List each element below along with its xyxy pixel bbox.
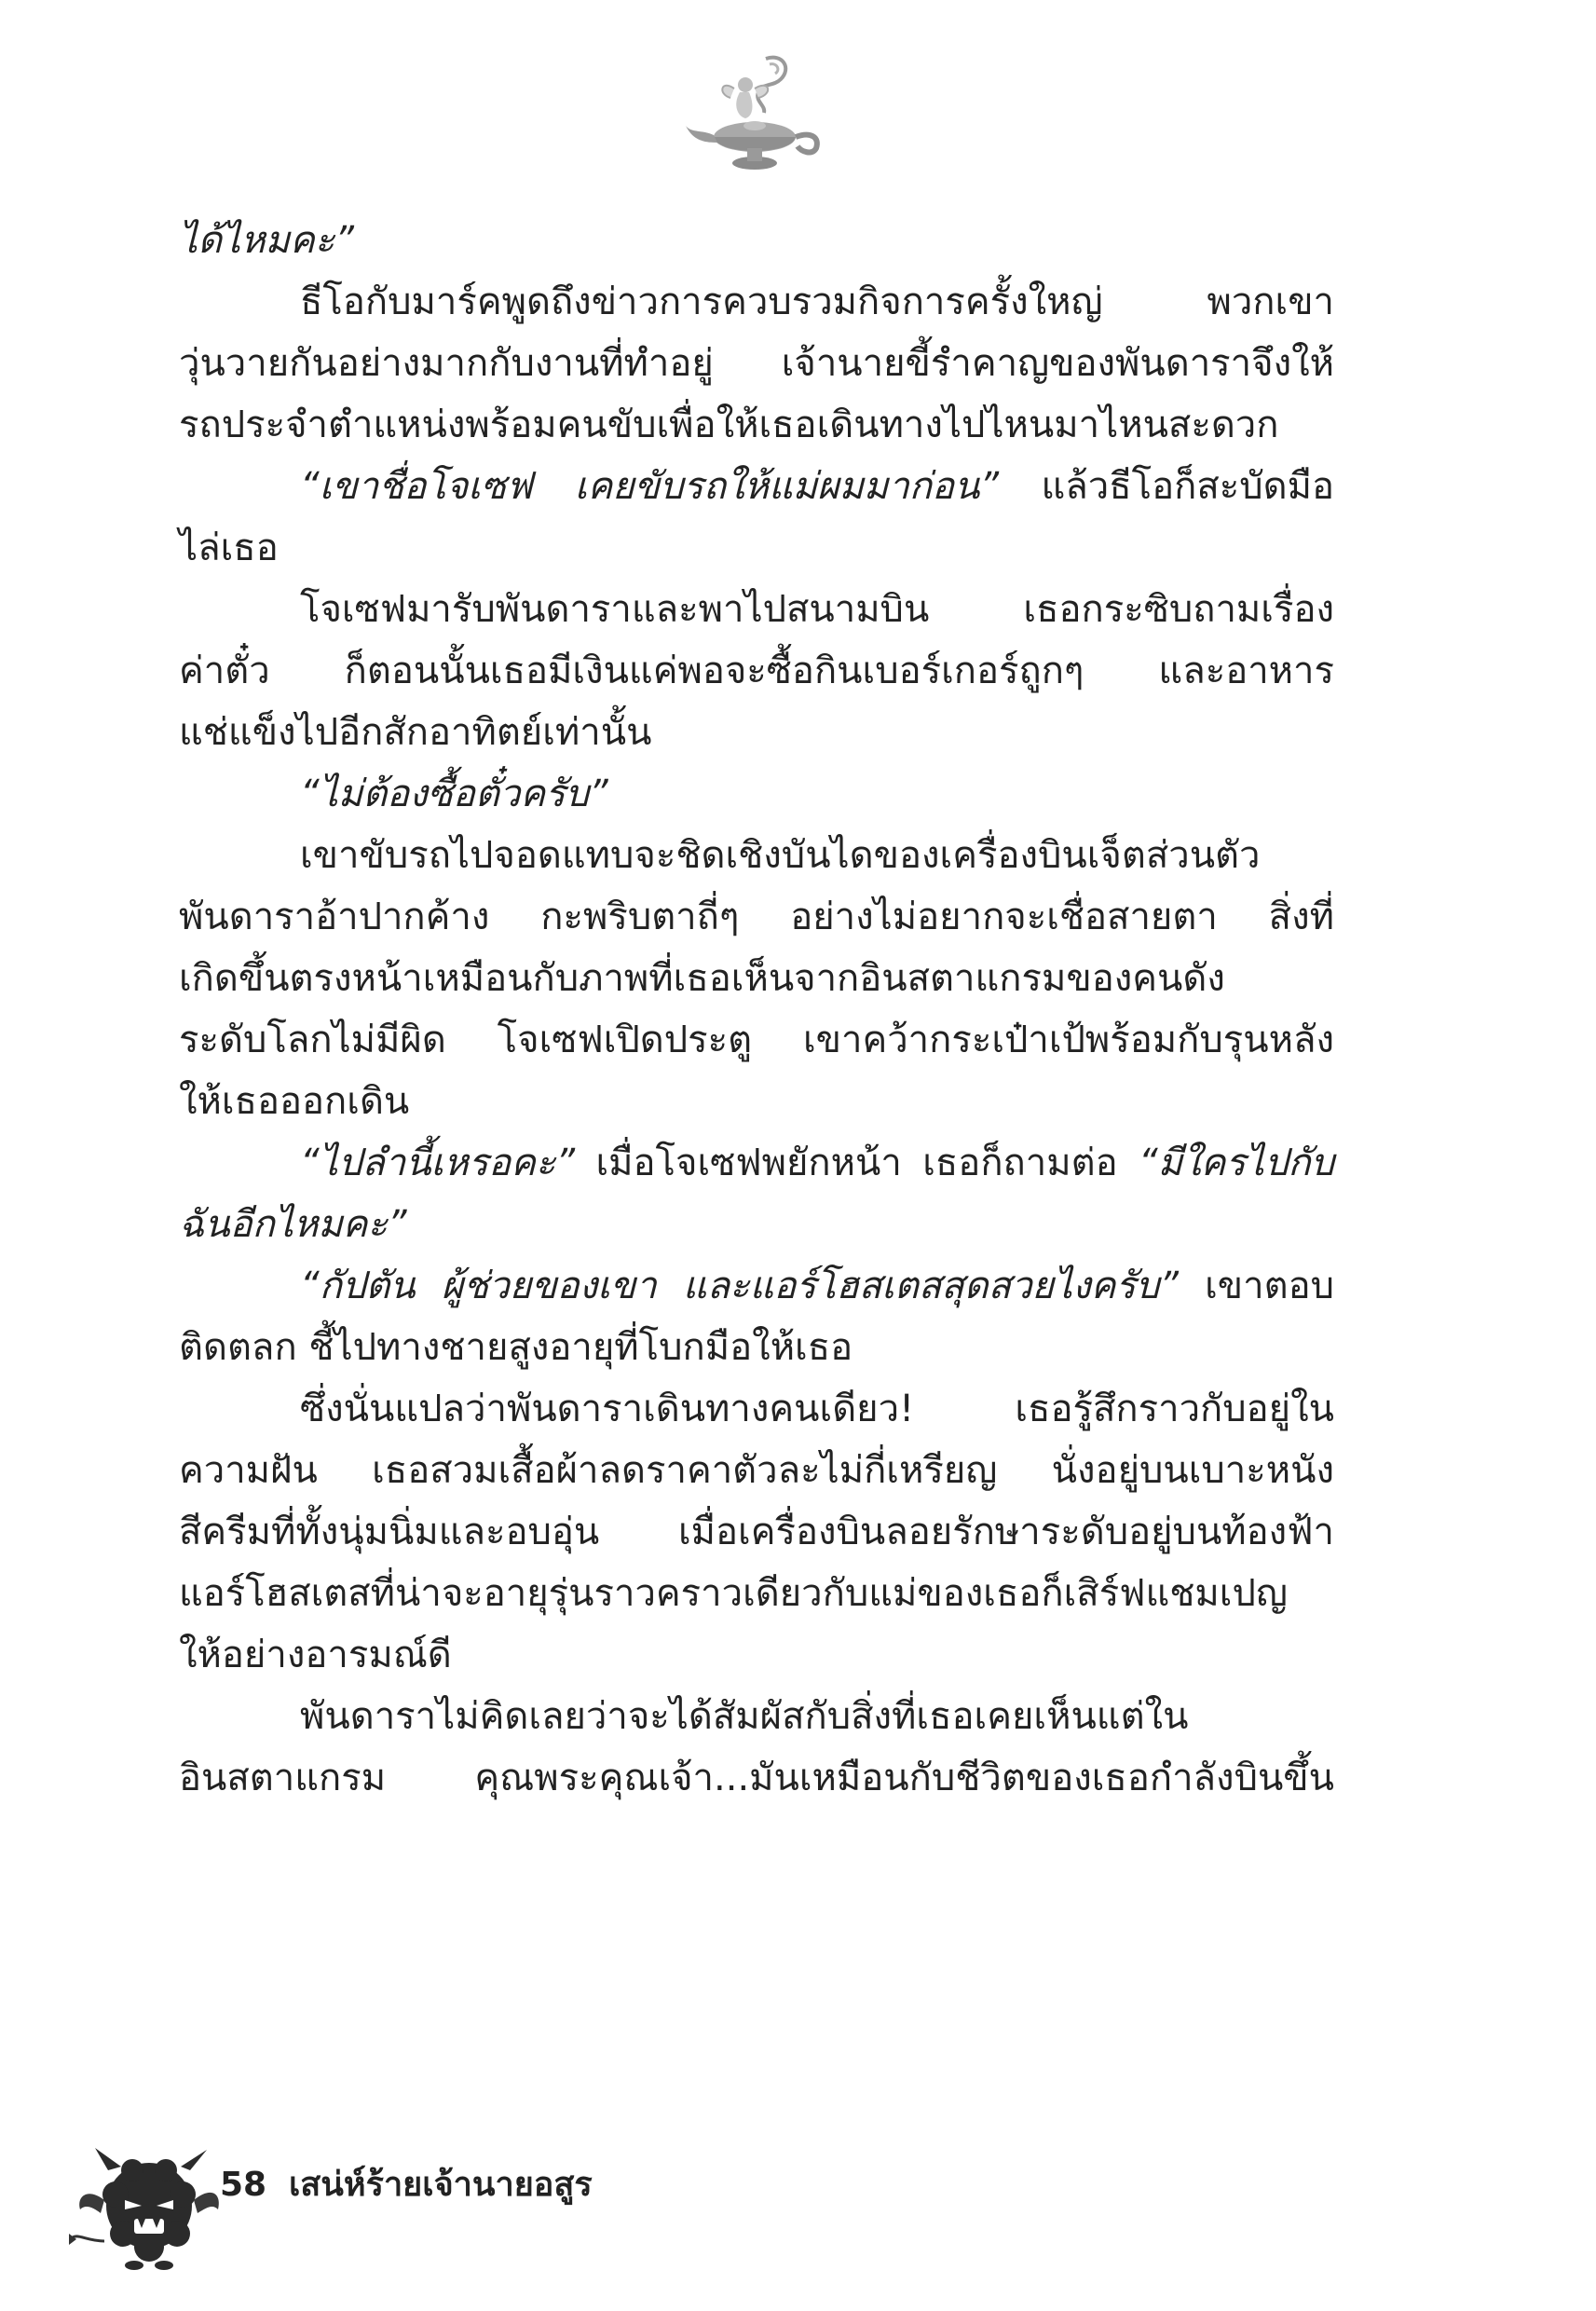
narration-text: เมื่อโจเซฟพยักหน้า เธอก็ถามต่อ bbox=[575, 1142, 1139, 1184]
narration-text: รถประจำตำแหน่งพร้อมคนขับเพื่อให้เธอเดินทางไปไหนมาไหนสะดวก bbox=[179, 403, 1279, 446]
book-title: เสน่ห์ร้ายเจ้านายอสูร bbox=[289, 2166, 593, 2204]
narration-text: ค่าตั๋ว ก็ตอนนั้นเธอมีเงินแค่พอจะซื้อกินเบอร์เกอร์ถูกๆ และอาหาร bbox=[179, 650, 1334, 692]
dialogue-text: ฉันอีกไหมคะ” bbox=[179, 1203, 407, 1246]
narration-text: ความฝัน เธอสวมเสื้อผ้าลดราคาตัวละไม่กี่เหรียญ นั่งอยู่บนเบาะหนัง bbox=[179, 1449, 1334, 1492]
text-line bbox=[179, 1255, 1334, 1317]
text-line bbox=[179, 517, 1334, 579]
body-text bbox=[179, 210, 1334, 1809]
narration-text: ระดับโลกไม่มีผิด โจเซฟเปิดประตู เขาคว้ากระเป๋าเป้พร้อมกับรุนหลัง bbox=[179, 1019, 1334, 1061]
text-line bbox=[179, 825, 1334, 886]
text-line bbox=[179, 1009, 1334, 1071]
dialogue-text: “ไปลำนี้เหรอคะ” bbox=[300, 1142, 576, 1184]
narration-text: ให้เธอออกเดิน bbox=[179, 1080, 410, 1123]
text-line bbox=[179, 1563, 1334, 1624]
narration-text: ให้อย่างอารมณ์ดี bbox=[179, 1634, 452, 1676]
text-line bbox=[179, 271, 1334, 333]
narration-text: พันดาราอ้าปากค้าง กะพริบตาถี่ๆ อย่างไม่อยากจะเชื่อสายตา สิ่งที่ bbox=[179, 896, 1334, 938]
text-line bbox=[179, 1624, 1334, 1686]
text-line bbox=[179, 1747, 1334, 1809]
narration-text: พันดาราไม่คิดเลยว่าจะได้สัมผัสกับสิ่งที่เธอเคยเห็นแต่ใน bbox=[300, 1695, 1189, 1738]
narration-text: ธีโอกับมาร์คพูดถึงข่าวการควบรวมกิจการครั้งใหญ่ พวกเขา bbox=[300, 280, 1334, 323]
narration-text: แช่แข็งไปอีกสักอาทิตย์เท่านั้น bbox=[179, 711, 652, 754]
page-number: 58 bbox=[220, 2166, 267, 2204]
text-line bbox=[179, 1132, 1334, 1194]
text-line bbox=[179, 948, 1334, 1009]
narration-text: เขาตอบ bbox=[1178, 1265, 1334, 1307]
narration-text: แล้วธีโอก็สะบัดมือ bbox=[999, 465, 1334, 508]
text-line bbox=[179, 640, 1334, 702]
text-line bbox=[179, 1194, 1334, 1255]
text-line bbox=[179, 763, 1334, 825]
text-line bbox=[179, 394, 1334, 456]
dialogue-text: “ไม่ต้องซื้อตั๋วครับ” bbox=[300, 773, 608, 815]
text-line bbox=[179, 579, 1334, 640]
text-line bbox=[179, 1378, 1334, 1440]
narration-text: เขาขับรถไปจอดแทบจะชิดเชิงบันไดของเครื่องบินเจ็ตส่วนตัว bbox=[300, 834, 1261, 877]
text-line bbox=[179, 1317, 1334, 1378]
text-line bbox=[179, 702, 1334, 763]
text-line bbox=[179, 886, 1334, 948]
narration-text: ไล่เธอ bbox=[179, 526, 279, 569]
narration-text: อินสตาแกรม คุณพระคุณเจ้า...มันเหมือนกับชีวิตของเธอกำลังบินขึ้น bbox=[179, 1757, 1334, 1799]
narration-text: ซึ่งนั่นแปลว่าพันดาราเดินทางคนเดียว! เธอรู้สึกราวกับอยู่ใน bbox=[300, 1388, 1334, 1430]
narration-text: วุ่นวายกันอย่างมากกับงานที่ทำอยู่ เจ้านายขี้รำคาญของพันดาราจึงให้ bbox=[179, 342, 1334, 385]
narration-text: ติดตลก ชี้ไปทางชายสูงอายุที่โบกมือให้เธอ bbox=[179, 1326, 853, 1369]
magic-lamp-fairy-icon bbox=[680, 51, 829, 182]
narration-text: โจเซฟมารับพันดาราและพาไปสนามบิน เธอกระซิบถามเรื่อง bbox=[300, 588, 1334, 631]
dialogue-text: “กัปตัน ผู้ช่วยของเขา และแอร์โฮสเตสสุดสวยไงครับ” bbox=[300, 1265, 1179, 1307]
narration-text: เกิดขึ้นตรงหน้าเหมือนกับภาพที่เธอเห็นจากอินสตาแกรมของคนดัง bbox=[179, 957, 1225, 1000]
text-line bbox=[179, 1071, 1334, 1132]
text-line bbox=[179, 1501, 1334, 1563]
dialogue-text: “มีใครไปกับ bbox=[1139, 1142, 1334, 1184]
fluffy-devil-monster-icon bbox=[67, 2129, 225, 2278]
text-line bbox=[179, 1440, 1334, 1501]
narration-text: แอร์โฮสเตสที่น่าจะอายุรุ่นราวคราวเดียวกับแม่ของเธอก็เสิร์ฟแชมเปญ bbox=[179, 1572, 1288, 1615]
text-line bbox=[179, 333, 1334, 394]
text-line bbox=[179, 456, 1334, 517]
text-line bbox=[179, 210, 1334, 271]
text-line bbox=[179, 1686, 1334, 1747]
dialogue-text: ได้ไหมคะ” bbox=[179, 219, 354, 262]
narration-text: สีครีมที่ทั้งนุ่มนิ่มและอบอุ่น เมื่อเครื่องบินลอยรักษาระดับอยู่บนท้องฟ้า bbox=[179, 1511, 1334, 1553]
dialogue-text: “เขาชื่อโจเซฟ เคยขับรถให้แม่ผมมาก่อน” bbox=[300, 465, 1000, 508]
